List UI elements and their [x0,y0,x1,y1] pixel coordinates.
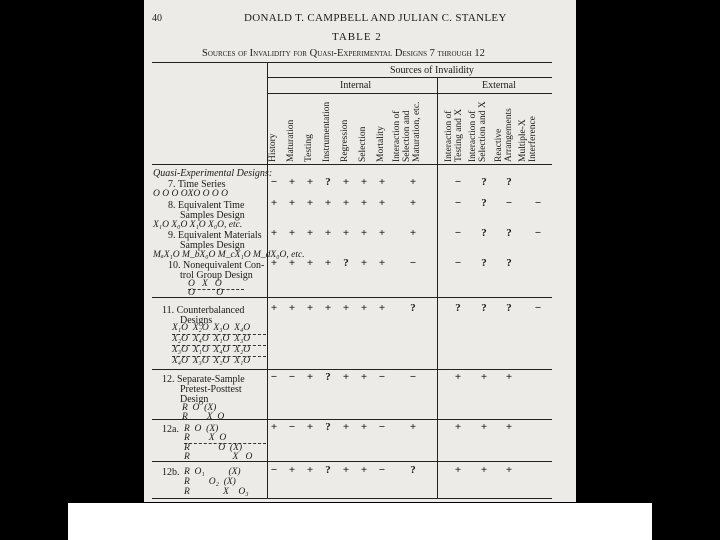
cell-r7-col11: ? [506,176,512,188]
row9-label-2: Samples Design [180,240,245,251]
cell-r11-col3: + [306,302,314,314]
cell-r12-col2: − [288,371,296,383]
cell-r8-col1: + [270,197,278,209]
cell-r8-col9: − [454,197,462,209]
cell-r11-col8: ? [410,302,416,314]
cell-r7-col6: + [360,176,368,188]
row10-design-1: O X O [188,279,222,289]
cell-r9-col3: + [306,227,314,239]
table-caption: Sources of Invalidity for Quasi-Experimental Designs 7 through 12 [202,48,485,59]
cell-r10-col5: ? [343,257,349,269]
row9-label: 9. Equivalent Materials [168,230,262,241]
cell-r12a-col2: − [288,421,296,433]
cell-r11-col5: + [342,302,350,314]
cell-r10-col3: + [306,257,314,269]
cell-r12a-col3: + [306,421,314,433]
cell-r12b-col4: ? [325,464,331,476]
row12-design-1: R O (X) [182,403,217,413]
cell-r12-col5: + [342,371,350,383]
cell-r11-col1: + [270,302,278,314]
row12a-design-1: R O (X) [184,424,219,434]
top-rule [152,62,552,63]
cell-r12-col4: ? [325,371,331,383]
cell-r12a-col4: ? [325,421,331,433]
cell-r8-col10: ? [481,197,487,209]
col-interaction-testing-x: Interaction of Testing and X [444,108,464,162]
cell-r12-col11: + [505,371,513,383]
cell-r12b-col2: + [288,464,296,476]
cell-r11-col12: − [534,302,542,314]
row11-design-3: X₃O X₁O X₄O X₂O [172,345,251,355]
cell-r10-col10: ? [481,257,487,269]
row12-label-3: Design [180,394,209,405]
row7-design: O O O OXO O O O [153,189,228,199]
cell-r12a-col7: − [378,421,386,433]
col-history: History [268,133,278,162]
cell-r12-col9: + [454,371,462,383]
cell-r9-col12: − [534,227,542,239]
bottom-white-band [68,503,652,540]
cell-r7-col1: − [270,176,278,188]
row12a-label: 12a. [162,424,179,435]
cell-r11-col9: ? [455,302,461,314]
cell-r12b-col1: − [270,464,278,476]
cell-r12-col10: + [480,371,488,383]
col-mortality: Mortality [376,126,386,162]
cell-r8-col2: + [288,197,296,209]
col-instrumentation: Instrumentation [322,101,332,162]
cell-r12-col8: − [409,371,417,383]
cell-r9-col10: ? [481,227,487,239]
cell-r10-col9: − [454,257,462,269]
cell-r9-col8: + [409,227,417,239]
row10-label-2: trol Group Design [180,270,253,281]
cell-r10-col6: + [360,257,368,269]
col-testing: Testing [304,134,314,162]
cell-r10-col11: ? [506,257,512,269]
section-label: Quasi-Experimental Designs: [153,168,273,179]
cell-r10-col4: + [324,257,332,269]
row11-label-2: Designs [180,315,213,326]
internal-header: Internal [340,80,372,91]
cell-r7-col9: − [454,176,462,188]
cell-r12b-col11: + [505,464,513,476]
running-head: DONALD T. CAMPBELL AND JULIAN C. STANLEY [244,12,507,24]
row12b-design-1: R O₁ (X) [184,467,241,477]
cell-r11-col7: + [378,302,386,314]
cell-r8-col3: + [306,197,314,209]
row8-label-2: Samples Design [180,210,245,221]
cell-r7-col2: + [288,176,296,188]
row12a-design-2: R X O [184,433,227,443]
row12-label-2: Pretest-Posttest [180,384,242,395]
row12b-design-3: R X O₃ [184,487,249,497]
row11-design-1: X₁O X₂O X₃O X₄O [172,323,251,333]
section-rule-2 [152,369,552,370]
row12a-design-3: R O (X) [184,443,243,453]
cell-r8-col6: + [360,197,368,209]
cell-r7-col7: + [378,176,386,188]
col-maturation: Maturation [286,119,296,162]
cell-r9-col7: + [378,227,386,239]
cell-r12b-col10: + [480,464,488,476]
cell-r12b-col9: + [454,464,462,476]
cell-r12b-col3: + [306,464,314,476]
header-bottom-rule [152,164,552,165]
cell-r8-col8: + [409,197,417,209]
group-rule [267,77,552,78]
cell-r12a-col11: + [505,421,513,433]
row12b-label: 12b. [162,467,180,478]
cell-r11-col6: + [360,302,368,314]
cell-r9-col2: + [288,227,296,239]
cell-r8-col5: + [342,197,350,209]
row8-design: X₁O X₀O X₁O X₀O, etc. [153,220,243,230]
cell-r9-col9: − [454,227,462,239]
cell-r7-col3: + [306,176,314,188]
cell-r12a-col6: + [360,421,368,433]
cell-r9-col4: + [324,227,332,239]
cell-r12a-col9: + [454,421,462,433]
row12-label: 12. Separate-Sample [162,374,245,385]
cell-r10-col7: + [378,257,386,269]
col-regression: Regression [340,119,350,162]
cell-r12a-col1: + [270,421,278,433]
cell-r9-col11: ? [506,227,512,239]
page-number: 40 [152,13,162,24]
cell-r9-col5: + [342,227,350,239]
bottom-rule [152,498,552,499]
cell-r8-col11: − [505,197,513,209]
row9-design: MₐX₁O M_bX₀O M_cX₁O M_dX₀O, etc. [153,250,305,260]
cell-r7-col5: + [342,176,350,188]
row10-label: 10. Nonequivalent Con- [168,260,265,271]
cell-r8-col12: − [534,197,542,209]
cell-r12b-col6: + [360,464,368,476]
row12a-design-4: R X O [184,452,253,462]
cell-r10-col1: + [270,257,278,269]
cell-r11-col10: ? [481,302,487,314]
col-interaction-selection-x: Interaction of Selection and X [468,101,488,162]
row11-design-4: X₄O X₃O X₂O X₁O [172,356,251,366]
cell-r10-col2: + [288,257,296,269]
col-multiple-x-interference: Multiple-X Interference [518,116,538,162]
cell-r11-col4: + [324,302,332,314]
cell-r7-col10: ? [481,176,487,188]
col-interaction-selection-maturation: Interaction of Selection and Maturation, etc. [392,101,422,162]
book-page [144,0,576,502]
cell-r12b-col8: ? [410,464,416,476]
cell-r11-col2: + [288,302,296,314]
cell-r8-col4: + [324,197,332,209]
col-selection: Selection [358,126,368,162]
cell-r9-col1: + [270,227,278,239]
cell-r12-col6: + [360,371,368,383]
col-reactive-arrangements: Reactive Arrangements [494,108,514,162]
cell-r12a-col10: + [480,421,488,433]
cell-r8-col7: + [378,197,386,209]
row11-label: 11. Counterbalanced [162,305,245,316]
cell-r10-col8: − [409,257,417,269]
row10-design-2: O O [188,288,224,298]
row8-label: 8. Equivalent Time [168,200,245,211]
cell-r12a-col8: + [409,421,417,433]
table-label: TABLE 2 [332,31,382,43]
external-header: External [482,80,516,91]
cell-r12b-col7: − [378,464,386,476]
cell-r12-col3: + [306,371,314,383]
row7-label: 7. Time Series [168,179,226,190]
row12b-design-2: R O₂ (X) [184,477,236,487]
cell-r12a-col5: + [342,421,350,433]
cell-r12-col1: − [270,371,278,383]
internal-external-divider [437,77,438,498]
cell-r7-col4: ? [325,176,331,188]
cell-r12-col7: − [378,371,386,383]
cell-r12b-col5: + [342,464,350,476]
cell-r7-col8: + [409,176,417,188]
cell-r11-col11: ? [506,302,512,314]
row11-design-2: X₂O X₄O X₁O X₃O [172,334,251,344]
cell-r9-col6: + [360,227,368,239]
row12-design-2: R X O [182,412,225,422]
group-header: Sources of Invalidity [390,65,474,76]
